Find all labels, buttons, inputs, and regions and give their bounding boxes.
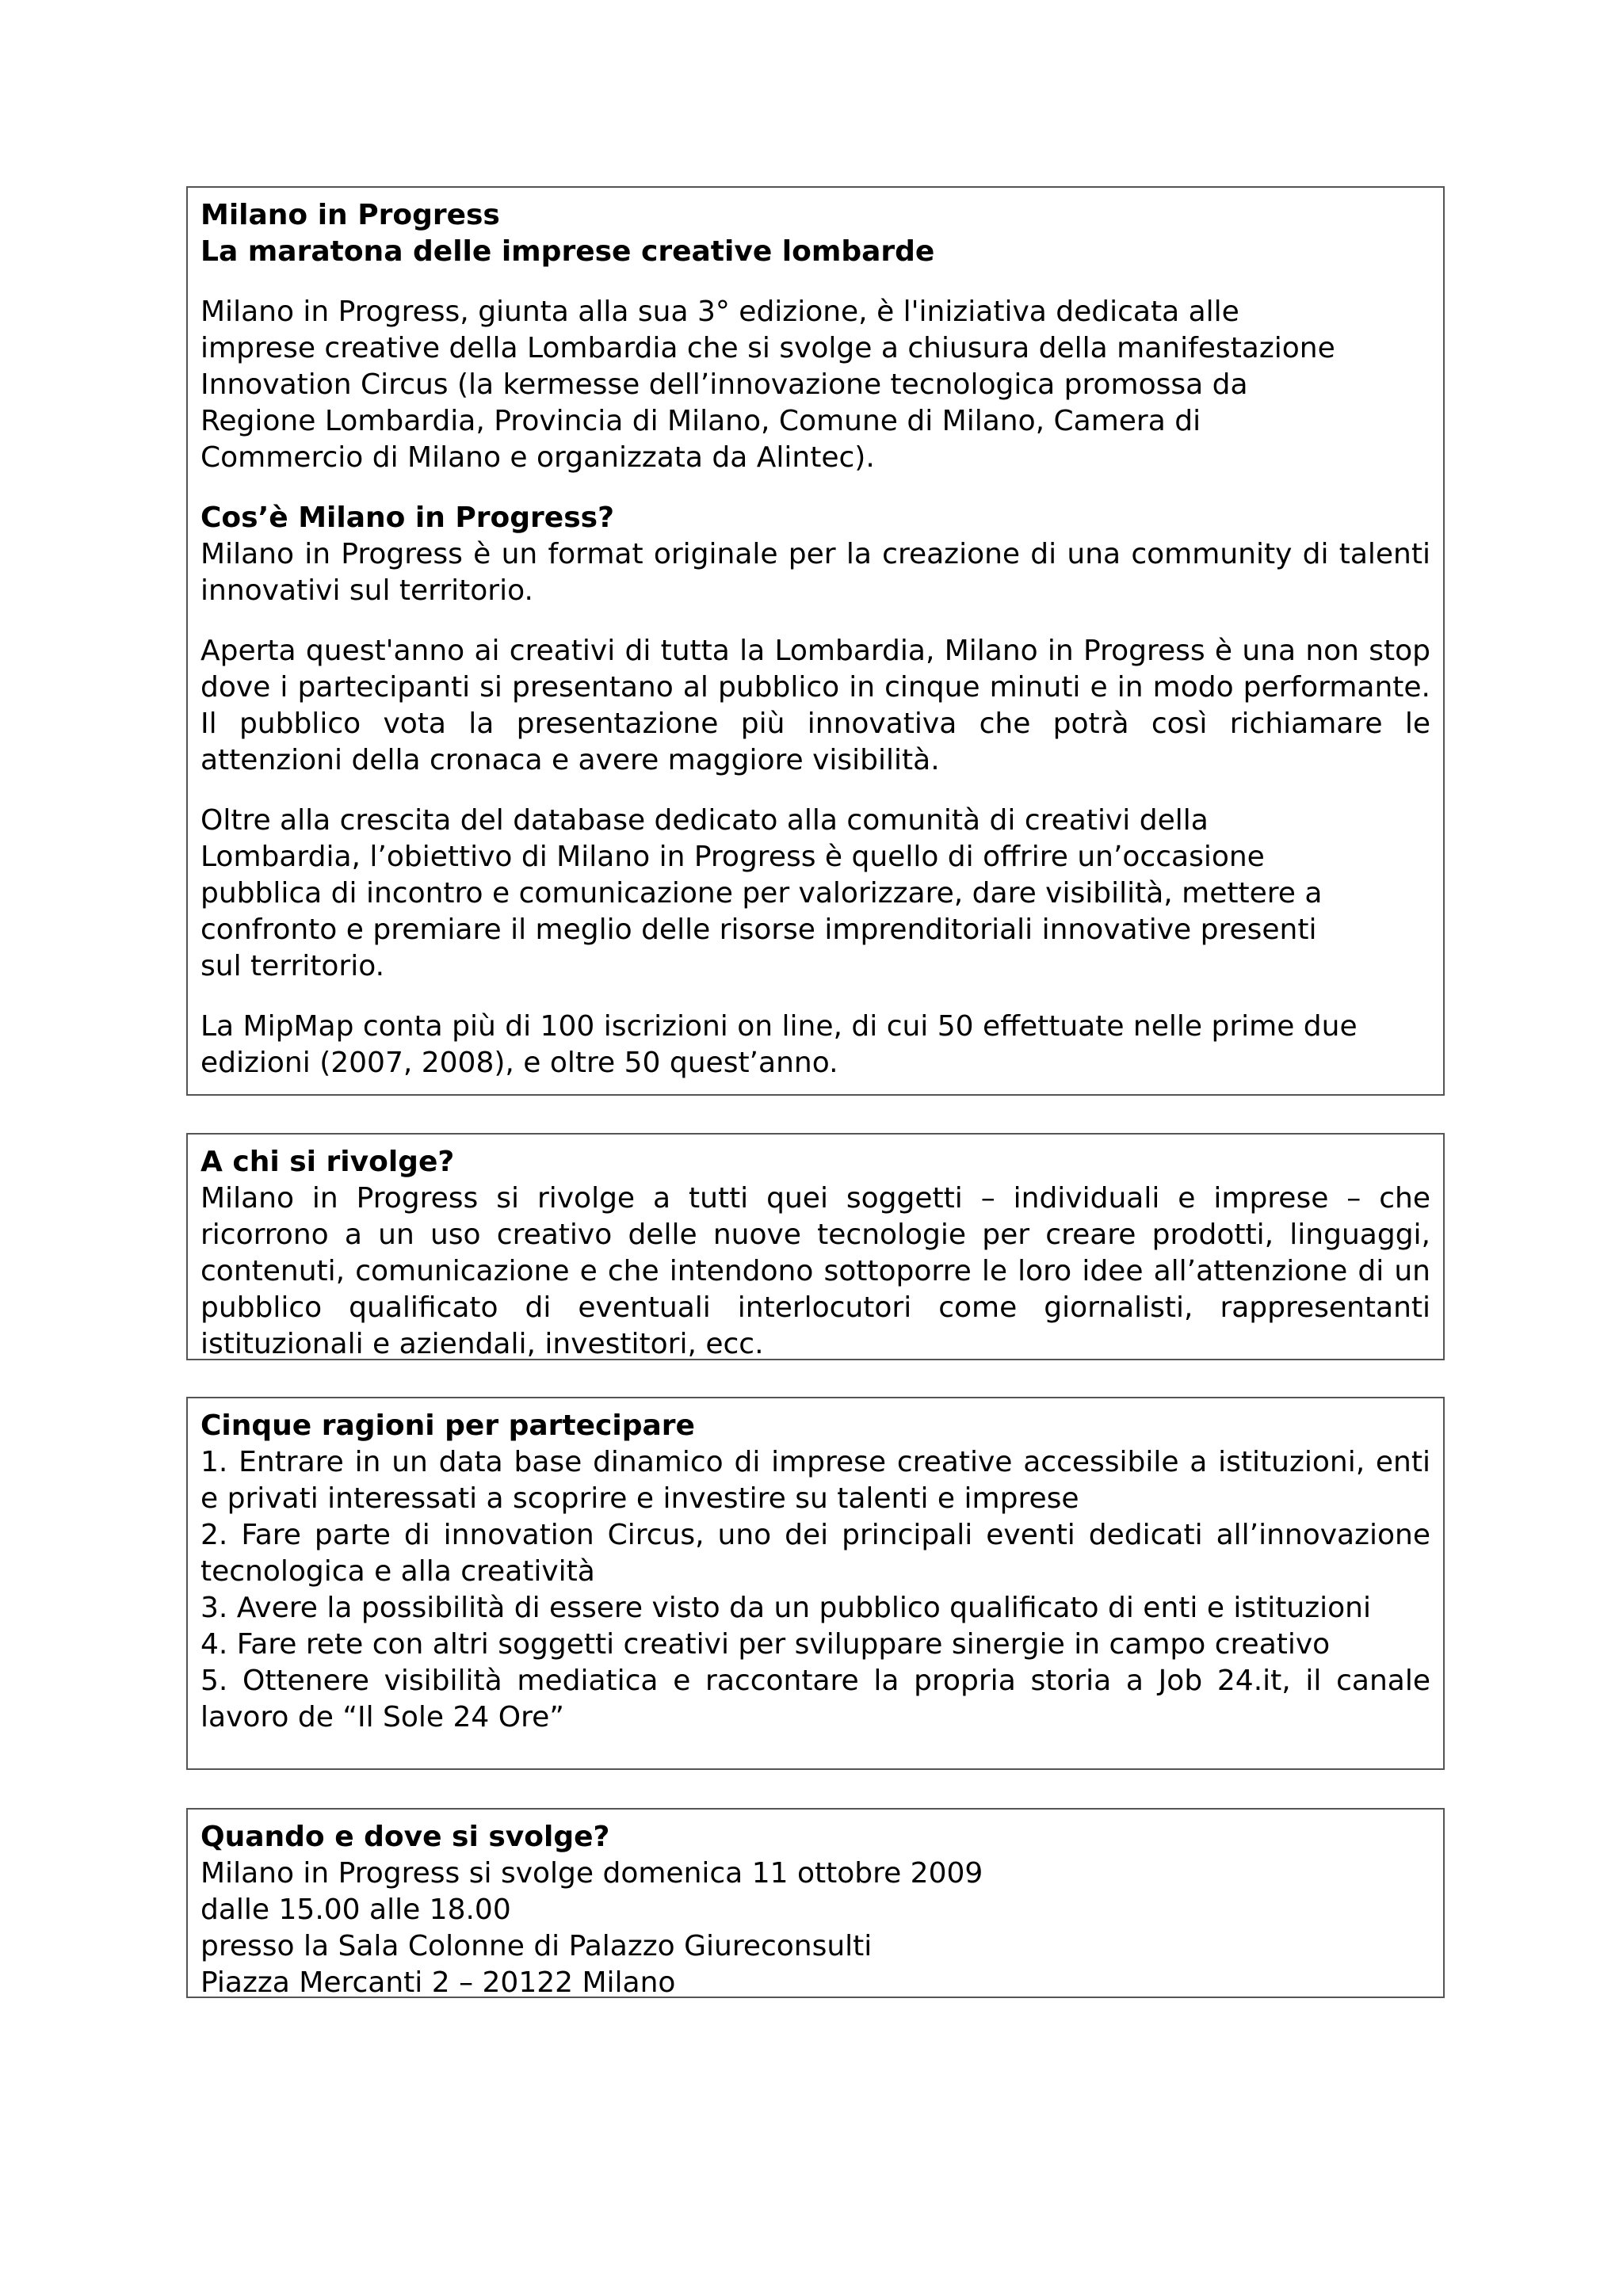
event-venue-line: presso la Sala Colonne di Palazzo Giureconsulti xyxy=(200,1930,873,1962)
audience-paragraph: Milano in Progress si rivolge a tutti quei soggetti – individuali e imprese – che ricorrono a un uso creativo delle nuove tecnologie per creare prodotti, linguaggi, contenuti, comunicazione e che intendono sottoporre le loro idee all’attenzione di un pubblico qualificato di eventuali interlocutori come giornalisti, rappresentanti istituzionali e aziendali, investitori, ecc. xyxy=(200,1182,1430,1360)
audience-heading: A chi si rivolge? xyxy=(200,1146,455,1178)
text-line: Regione Lombardia, Provincia di Milano, Comune di Milano, Camera di xyxy=(200,405,1201,437)
event-address-line: Piazza Mercanti 2 – 20122 Milano xyxy=(200,1966,676,1998)
reasons-box xyxy=(186,1397,1445,1770)
text-line: edizioni (2007, 2008), e oltre 50 quest’anno. xyxy=(200,1047,838,1079)
reason-item: 5. Ottenere visibilità mediatica e raccontare la propria storia a Job 24.it, il canale lavoro de “Il Sole 24 Ore” xyxy=(200,1665,1430,1733)
reason-item: 4. Fare rete con altri soggetti creativi per sviluppare sinergie in campo creativo xyxy=(200,1628,1331,1661)
intro-box xyxy=(186,186,1445,1096)
what-is-heading: Cos’è Milano in Progress? xyxy=(200,502,614,534)
text-line: Milano in Progress, giunta alla sua 3° edizione, è l'iniziativa dedicata alle xyxy=(200,296,1239,328)
mipmap-paragraph xyxy=(200,1009,1430,1081)
event-time-line: dalle 15.00 alle 18.00 xyxy=(200,1894,511,1926)
text-line: Innovation Circus (la kermesse dell’innovazione tecnologica promossa da xyxy=(200,368,1248,401)
reasons-heading: Cinque ragioni per partecipare xyxy=(200,1409,695,1442)
text-line: pubblica di incontro e comunicazione per valorizzare, dare visibilità, mettere a xyxy=(200,877,1323,910)
when-where-heading: Quando e dove si svolge? xyxy=(200,1821,610,1853)
document-title: Milano in Progress xyxy=(200,199,500,231)
document-subtitle: La maratona delle imprese creative lombarde xyxy=(200,235,935,268)
event-date-line: Milano in Progress si svolge domenica 11 ottobre 2009 xyxy=(200,1857,983,1890)
intro-paragraph xyxy=(200,294,1430,476)
text-line: Commercio di Milano e organizzata da Alintec). xyxy=(200,441,875,474)
reason-item: 2. Fare parte di innovation Circus, uno dei principali eventi dedicati all’innovazione tecnologica e alla creatività xyxy=(200,1519,1430,1588)
text-line: La MipMap conta più di 100 iscrizioni on line, di cui 50 effettuate nelle prime due xyxy=(200,1010,1358,1043)
text-line: Lombardia, l’obiettivo di Milano in Progress è quello di offrire un’occasione xyxy=(200,841,1265,873)
open-paragraph: Aperta quest'anno ai creativi di tutta la Lombardia, Milano in Progress è una non stop dove i partecipanti si presentano al pubblico in cinque minuti e in modo performante. Il pubblico vota la presentazione più innovativa che potrà così richiamare le attenzioni della cronaca e avere maggiore visibilità. xyxy=(200,635,1430,776)
goal-paragraph xyxy=(200,803,1430,985)
what-is-paragraph: Milano in Progress è un format originale per la creazione di una community di talenti innovativi sul territorio. xyxy=(200,538,1430,607)
text-line: Oltre alla crescita del database dedicato alla comunità di creativi della xyxy=(200,804,1209,837)
reason-item: 1. Entrare in un data base dinamico di imprese creative accessibile a istituzioni, enti e privati interessati a scoprire e investire su talenti e imprese xyxy=(200,1446,1430,1515)
audience-box xyxy=(186,1133,1445,1360)
reason-item: 3. Avere la possibilità di essere visto da un pubblico qualificato di enti e istituzioni xyxy=(200,1592,1371,1624)
text-line: sul territorio. xyxy=(200,950,385,982)
text-line: imprese creative della Lombardia che si svolge a chiusura della manifestazione xyxy=(200,332,1335,364)
when-where-details xyxy=(200,1855,1430,1998)
when-where-box xyxy=(186,1808,1445,1998)
text-line: confronto e premiare il meglio delle risorse imprenditoriali innovative presenti xyxy=(200,913,1317,946)
